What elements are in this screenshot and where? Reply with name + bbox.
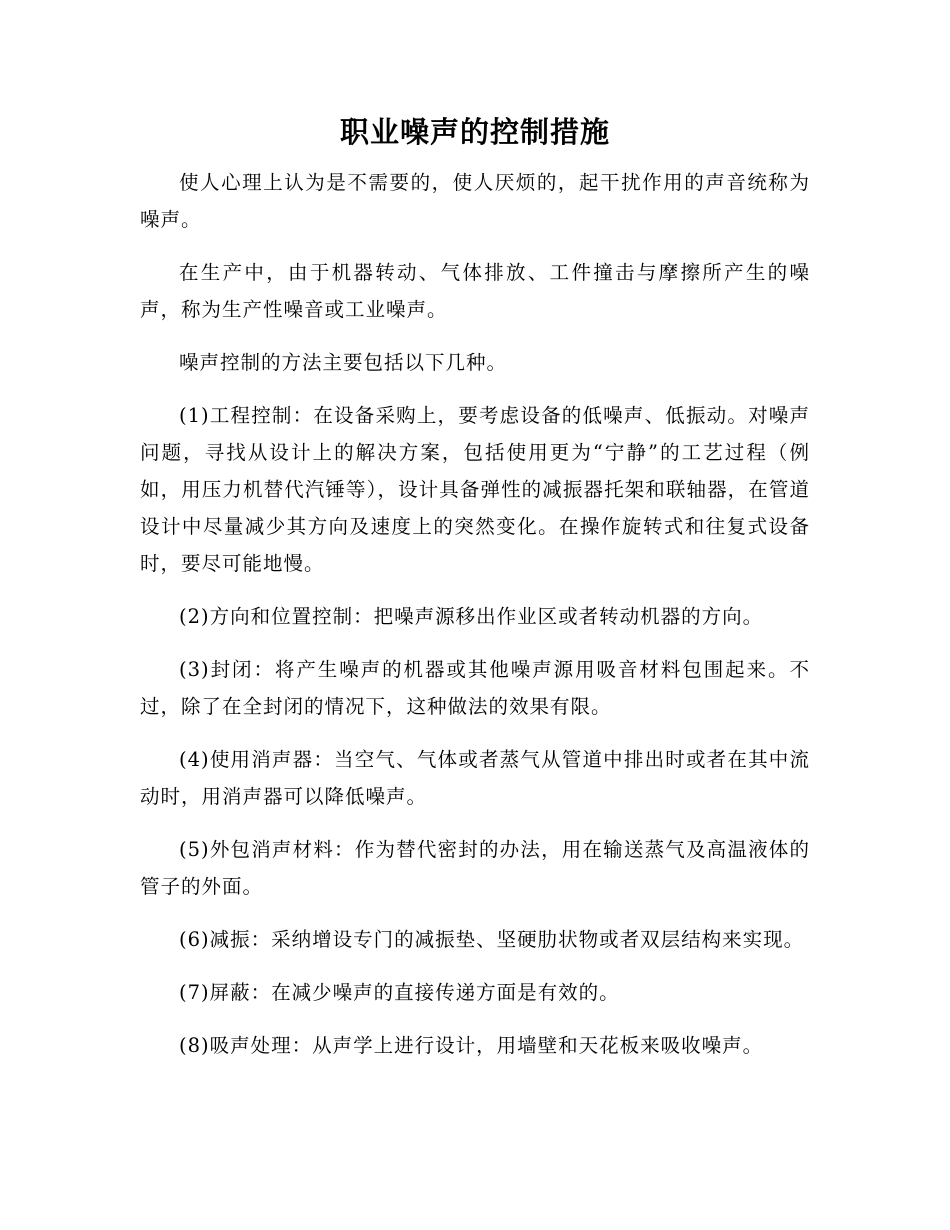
paragraph-method-2: (2)方向和位置控制：把噪声源移出作业区或者转动机器的方向。: [179, 605, 764, 628]
paragraph-method-4: (4)使用消声器：当空气、气体或者蒸气从管道中排出时或者在其中流动时，用消声器可以降低噪声。: [140, 748, 810, 808]
paragraph-method-3: (3)封闭：将产生噪声的机器或其他噪声源用吸音材料包围起来。不过，除了在全封闭的情况下，这种做法的效果有限。: [140, 658, 810, 718]
paragraph-method-6: (6)减振：采纳增设专门的减振垫、坚硬肋状物或者双层结构来实现。: [179, 928, 805, 951]
document-title: 职业噪声的控制措施: [339, 115, 610, 149]
paragraph-method-8: (8)吸声处理：从声学上进行设计，用墙壁和天花板来吸收噪声。: [179, 1034, 764, 1057]
paragraph-methods-intro: 噪声控制的方法主要包括以下几种。: [179, 351, 508, 374]
paragraph-method-7: (7)屏蔽：在减少噪声的直接传递方面是有效的。: [179, 981, 620, 1004]
paragraph-intro: 使人心理上认为是不需要的，使人厌烦的，起干扰作用的声音统称为噪声。: [140, 171, 810, 231]
paragraph-industrial-noise: 在生产中，由于机器转动、气体排放、工件撞击与摩擦所产生的噪声，称为生产性噪音或工业噪声。: [140, 261, 810, 321]
paragraph-method-5: (5)外包消声材料：作为替代密封的办法，用在输送蒸气及高温液体的管子的外面。: [140, 838, 810, 898]
paragraph-method-1: (1)工程控制：在设备采购上，要考虑设备的低噪声、低振动。对噪声问题，寻找从设计上的解决方案，包括使用更为“宁静”的工艺过程（例如，用压力机替代汽锤等），设计具备弹性的减振器托架和联轴器，在管道设计中尽量减少其方向及速度上的突然变化。在操作旋转式和往复式设备时，要尽可能地慢。: [140, 404, 810, 575]
document-body: [140, 164, 810, 1080]
